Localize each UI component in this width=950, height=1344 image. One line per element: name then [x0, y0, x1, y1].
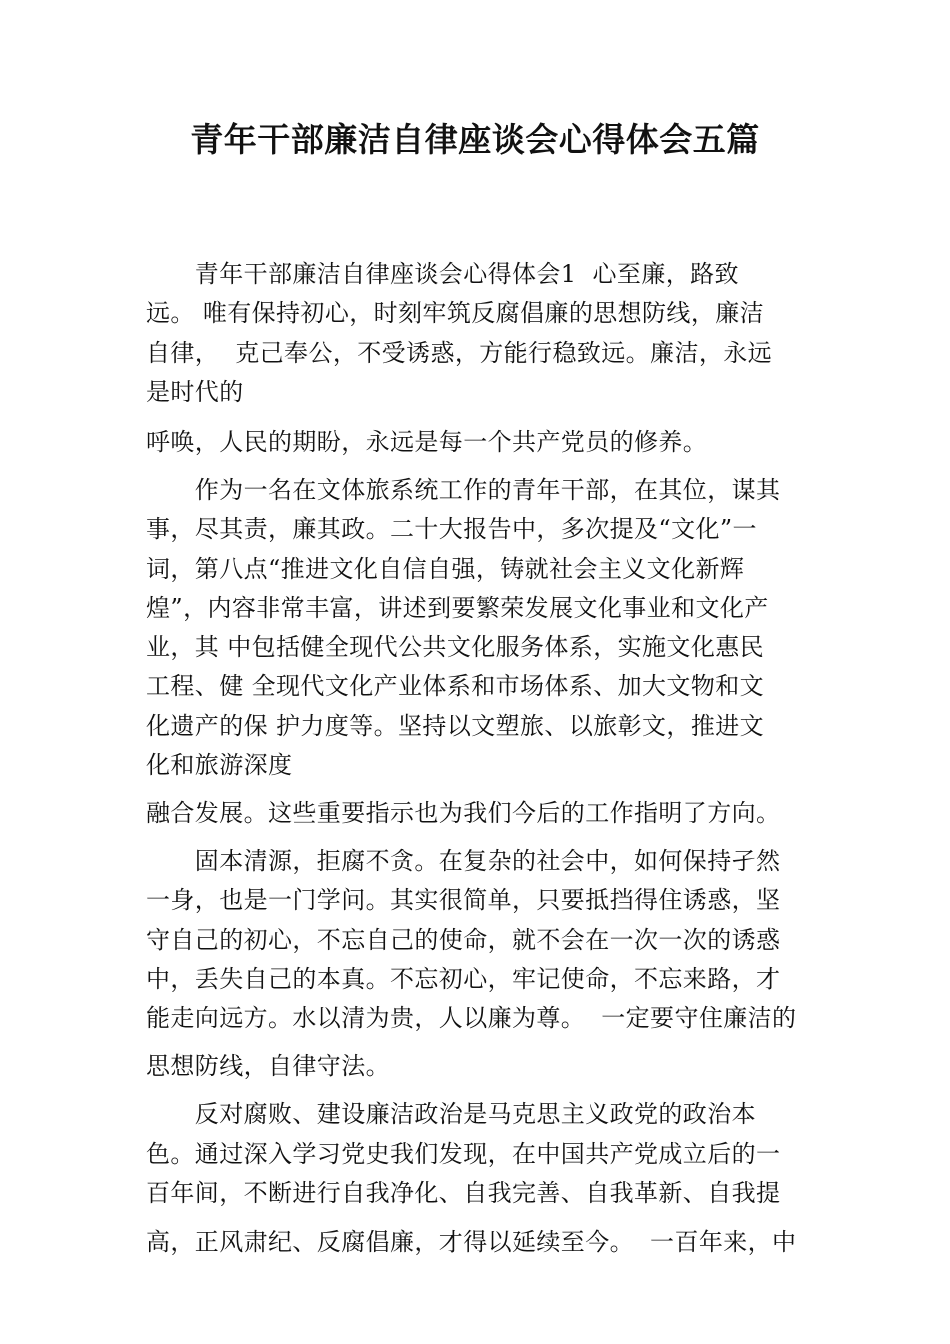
- body-line: 化和旅游深度: [146, 751, 293, 779]
- body-line: 远。 唯有保持初心，时刻牢筑反腐倡廉的思想防线，廉洁: [146, 299, 765, 327]
- body-line: 业，其 中包括健全现代公共文化服务体系，实施文化惠民: [146, 633, 765, 661]
- body-line: 煌”，内容非常丰富，讲述到要繁荣发展文化事业和文化产: [146, 594, 769, 622]
- body-line: 作为一名在文体旅系统工作的青年干部，在其位，谋其: [146, 476, 781, 504]
- body-line: 固本清源，拒腐不贪。在复杂的社会中，如何保持孑然: [146, 847, 781, 875]
- body-line: 反对腐败、建设廉洁政治是马克思主义政党的政治本: [146, 1100, 756, 1128]
- body-line: 工程、健 全现代文化产业体系和市场体系、加大文物和文: [146, 672, 765, 700]
- body-line: 高，正风肃纪、反腐倡廉，才得以延续至今。 一百年来，中: [146, 1228, 797, 1256]
- body-line: 青年干部廉洁自律座谈会心得体会1 心至廉，路致: [146, 260, 739, 288]
- body-line: 化遗产的保 护力度等。坚持以文塑旅、以旅彰文，推进文: [146, 712, 765, 740]
- body-line: 百年间，不断进行自我净化、自我完善、自我革新、自我提: [146, 1179, 781, 1207]
- document-title: 青年干部廉洁自律座谈会心得体会五篇: [190, 120, 760, 159]
- body-line: 呼唤，人民的期盼，永远是每一个共产党员的修养。: [146, 428, 708, 456]
- body-line: 思想防线，自律守法。: [146, 1052, 390, 1080]
- body-line: 能走向远方。水以清为贵，人以廉为尊。 一定要守住廉洁的: [146, 1004, 797, 1032]
- body-line: 一身，也是一门学问。其实很简单，只要抵挡得住诱惑，坚: [146, 886, 781, 914]
- body-line: 词，第八点“推进文化自信自强，铸就社会主义文化新辉: [146, 555, 745, 583]
- body-line: 自律， 克己奉公，不受诱惑，方能行稳致远。廉洁，永远: [146, 339, 773, 367]
- body-line: 守自己的初心，不忘自己的使命，就不会在一次一次的诱惑: [146, 926, 781, 954]
- body-line: 融合发展。这些重要指示也为我们今后的工作指明了方向。: [146, 799, 781, 827]
- body-line: 事，尽其责，廉其政。二十大报告中，多次提及“文化”一: [146, 515, 757, 543]
- body-line: 色。通过深入学习党史我们发现，在中国共产党成立后的一: [146, 1140, 781, 1168]
- body-line: 中，丢失自己的本真。不忘初心，牢记使命，不忘来路，才: [146, 965, 781, 993]
- body-line: 是时代的: [146, 378, 244, 406]
